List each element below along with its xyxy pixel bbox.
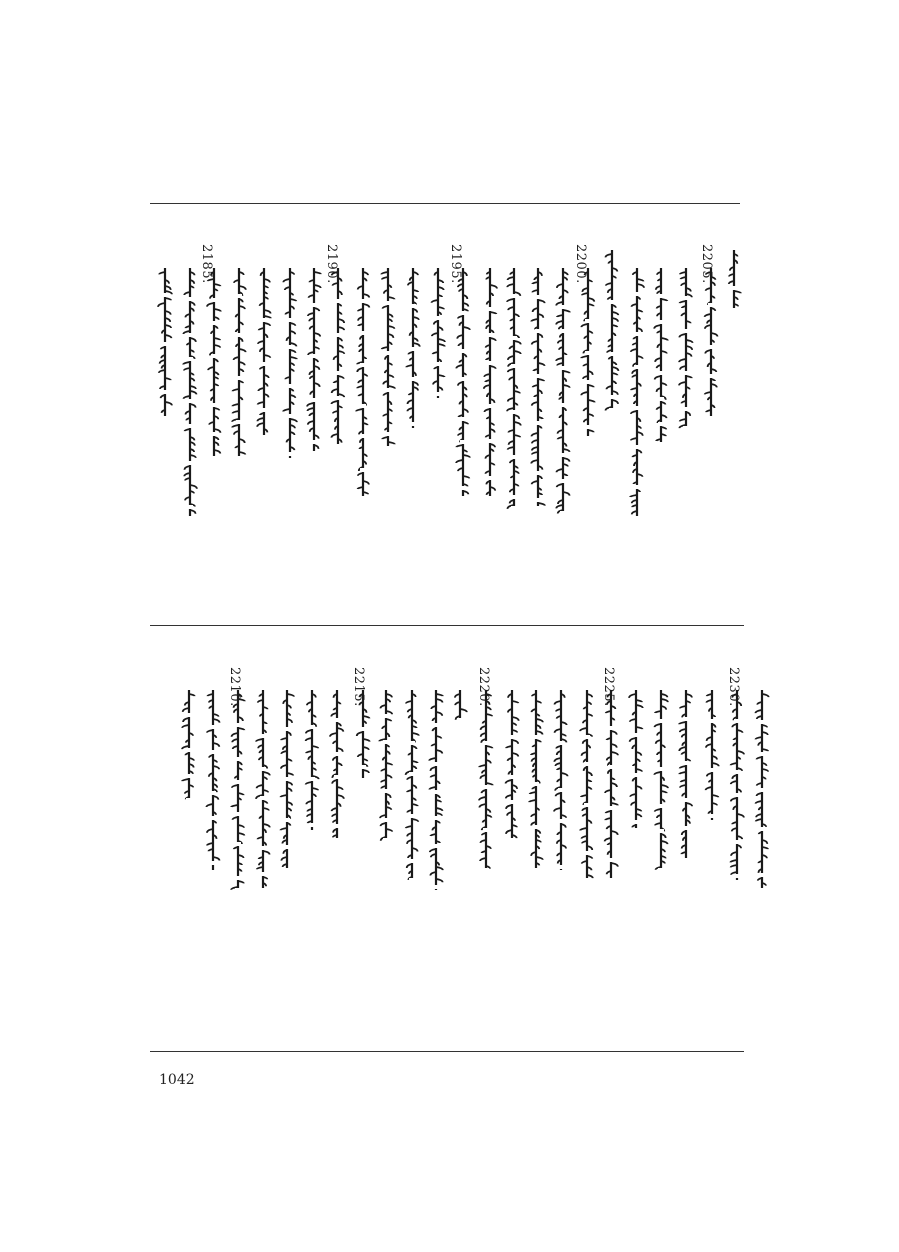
- script-line: [207, 268, 221, 458]
- script-line: [280, 690, 294, 870]
- script-line: [755, 690, 769, 890]
- page-number: 1042: [159, 1072, 195, 1088]
- middle-rule: [150, 625, 744, 626]
- script-line-glyphs: [406, 268, 420, 428]
- script-line-glyphs: [505, 690, 519, 840]
- script-line-glyphs: [727, 250, 741, 310]
- script-line-glyphs: [256, 690, 270, 890]
- line-number-2195: 2195.: [448, 244, 463, 284]
- script-line-glyphs: [405, 690, 419, 880]
- script-line-glyphs: [231, 690, 245, 890]
- script-line-glyphs: [431, 268, 445, 398]
- script-line: [206, 690, 220, 870]
- script-line: [531, 268, 545, 508]
- script-line-glyphs: [283, 268, 297, 458]
- script-line-glyphs: [654, 690, 668, 870]
- line-number-2210: 2210.: [227, 667, 242, 707]
- top-rule: [150, 203, 740, 204]
- script-line: [381, 268, 395, 448]
- script-line-glyphs: [207, 268, 221, 458]
- script-line-glyphs: [356, 690, 370, 780]
- script-line: [580, 690, 594, 880]
- script-line-glyphs: [182, 690, 196, 800]
- script-line: [158, 268, 172, 418]
- line-number-2185: 2185.: [199, 244, 214, 284]
- script-line-glyphs: [356, 268, 370, 498]
- script-line: [453, 690, 467, 720]
- line-number-2215: 2215.: [351, 667, 366, 707]
- script-line-glyphs: [679, 690, 693, 860]
- line-number-2190: 2190.: [324, 244, 339, 284]
- line-number-2220: 2220.: [476, 667, 491, 707]
- script-line: [182, 690, 196, 800]
- line-number-2230: 2230.: [726, 667, 741, 707]
- script-line-glyphs: [331, 268, 345, 448]
- script-line: [505, 690, 519, 840]
- script-line: [232, 268, 246, 458]
- line-number-2200: 2200.: [573, 244, 588, 284]
- script-line-glyphs: [529, 690, 543, 870]
- script-line-glyphs: [629, 690, 643, 830]
- script-line: [379, 690, 393, 840]
- script-line-glyphs: [183, 268, 197, 518]
- script-line: [507, 268, 521, 508]
- script-line-glyphs: [605, 250, 619, 410]
- script-line-glyphs: [456, 268, 470, 498]
- script-line-glyphs: [158, 268, 172, 418]
- script-line: [556, 268, 570, 513]
- script-line: [356, 690, 370, 780]
- bottom-rule: [150, 1051, 744, 1052]
- script-line: [456, 268, 470, 498]
- line-number-2205: 2205.: [699, 244, 714, 284]
- script-line-glyphs: [507, 268, 521, 508]
- script-line: [604, 690, 618, 880]
- script-line-glyphs: [379, 690, 393, 840]
- script-line: [629, 690, 643, 830]
- script-line-glyphs: [755, 690, 769, 890]
- script-line-glyphs: [280, 690, 294, 870]
- script-line-glyphs: [704, 268, 718, 418]
- script-line-glyphs: [730, 690, 744, 880]
- script-line: [727, 250, 741, 310]
- script-line: [730, 690, 744, 880]
- script-line-glyphs: [330, 690, 344, 840]
- script-line: [679, 268, 693, 428]
- script-line-glyphs: [206, 690, 220, 870]
- script-line: [431, 268, 445, 398]
- script-line: [356, 268, 370, 498]
- script-line-glyphs: [232, 268, 246, 458]
- script-line: [331, 268, 345, 448]
- script-line-glyphs: [705, 690, 719, 820]
- script-line: [405, 690, 419, 880]
- script-line: [257, 268, 271, 438]
- script-line-glyphs: [604, 690, 618, 880]
- script-line: [679, 690, 693, 860]
- script-line-glyphs: [479, 690, 493, 870]
- script-line-glyphs: [554, 690, 568, 870]
- script-line-glyphs: [483, 268, 497, 498]
- script-line: [483, 268, 497, 498]
- script-line: [330, 690, 344, 840]
- script-line-glyphs: [630, 268, 644, 518]
- script-line: [305, 690, 319, 830]
- script-line: [705, 690, 719, 820]
- script-line: [183, 268, 197, 518]
- script-line: [704, 268, 718, 418]
- script-line: [256, 690, 270, 890]
- script-line: [654, 268, 668, 444]
- script-line-glyphs: [381, 268, 395, 448]
- script-line: [529, 690, 543, 870]
- script-line-glyphs: [679, 268, 693, 428]
- script-line-glyphs: [654, 268, 668, 444]
- script-line: [283, 268, 297, 458]
- script-line: [406, 268, 420, 428]
- line-number-2225: 2225.: [601, 667, 616, 707]
- script-line: [581, 268, 595, 438]
- script-line: [554, 690, 568, 870]
- script-line-glyphs: [429, 690, 443, 890]
- script-line: [605, 250, 619, 410]
- script-line: [630, 268, 644, 518]
- script-line-glyphs: [453, 690, 467, 720]
- script-line: [654, 690, 668, 870]
- script-line: [307, 268, 321, 453]
- script-line-glyphs: [556, 268, 570, 513]
- script-line-glyphs: [581, 268, 595, 438]
- script-line: [479, 690, 493, 870]
- script-line-glyphs: [531, 268, 545, 508]
- script-line-glyphs: [307, 268, 321, 453]
- script-line-glyphs: [257, 268, 271, 438]
- script-line-glyphs: [580, 690, 594, 880]
- script-line: [429, 690, 443, 890]
- script-line-glyphs: [305, 690, 319, 830]
- script-line: [231, 690, 245, 890]
